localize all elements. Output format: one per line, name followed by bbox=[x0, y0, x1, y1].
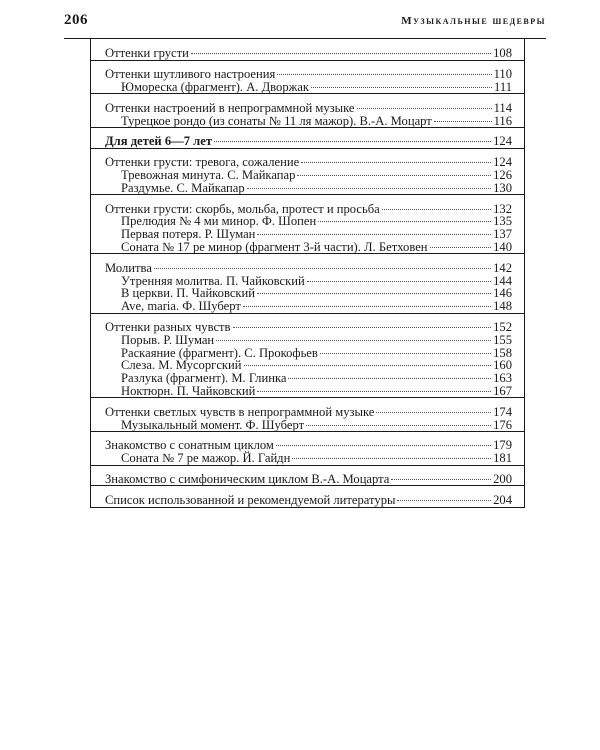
toc-entry-title: Оттенки грусти: скорбь, мольба, протест и просьба bbox=[105, 202, 380, 216]
toc-entry-page: 108 bbox=[493, 46, 512, 60]
toc-entry[interactable] bbox=[121, 180, 512, 196]
toc-entry-title: Оттенки грусти bbox=[105, 46, 189, 60]
toc-leader-dots bbox=[257, 391, 491, 392]
toc-leader-dots bbox=[307, 281, 491, 282]
toc-leader-dots bbox=[276, 445, 491, 446]
toc-entry-title: Разлука (фрагмент). М. Глинка bbox=[121, 371, 287, 385]
toc-entry-title: Оттенки грусти: тревога, сожаление bbox=[105, 155, 300, 169]
toc-leader-dots bbox=[233, 327, 492, 328]
toc-entry-title: Знакомство с сонатным циклом bbox=[105, 438, 274, 452]
toc-leader-dots bbox=[257, 234, 491, 235]
toc-entry[interactable] bbox=[105, 492, 512, 508]
toc-entry-page: 148 bbox=[493, 299, 512, 313]
toc-entry-title: Первая потеря. Р. Шуман bbox=[121, 227, 256, 241]
toc-entry-page: 152 bbox=[493, 320, 512, 334]
toc-entry[interactable] bbox=[105, 471, 512, 487]
toc-entry-title: Для детей 6—7 лет bbox=[105, 134, 213, 148]
toc-entry-title: Тревожная минута. С. Майкапар bbox=[121, 168, 296, 182]
toc-entry-page: 158 bbox=[493, 346, 512, 360]
toc-leader-dots bbox=[306, 425, 491, 426]
toc-entry-title: Музыкальный момент. Ф. Шуберт bbox=[121, 418, 305, 432]
toc-entry-title: Турецкое рондо (из сонаты № 11 ля мажор). В.-А. Моцарт bbox=[121, 114, 432, 128]
toc-entry-title: Юмореска (фрагмент). А. Дворжак bbox=[121, 80, 310, 94]
toc-entry-title: Список использованной и рекомендуемой литературы bbox=[105, 493, 396, 507]
toc-entry-title: Соната № 17 ре минор (фрагмент 3-й части). Л. Бетховен bbox=[121, 240, 428, 254]
toc-entry-page: 200 bbox=[493, 472, 512, 486]
toc-entry-page: 163 bbox=[493, 371, 512, 385]
toc-leader-dots bbox=[318, 221, 491, 222]
toc-leader-dots bbox=[311, 87, 492, 88]
toc-leader-dots bbox=[292, 458, 491, 459]
toc-entry-title: Молитва bbox=[105, 261, 152, 275]
toc-leader-dots bbox=[247, 188, 491, 189]
toc-entry-page: 130 bbox=[493, 181, 512, 195]
toc-leader-dots bbox=[320, 353, 491, 354]
toc-leader-dots bbox=[297, 175, 491, 176]
toc-entry-title: Знакомство с симфоническим циклом В.-А. Моцарта bbox=[105, 472, 390, 486]
toc-entry[interactable] bbox=[121, 298, 512, 314]
toc-entry-page: 144 bbox=[493, 274, 512, 288]
toc-entry-page: 137 bbox=[493, 227, 512, 241]
toc-entry[interactable] bbox=[105, 45, 512, 61]
page-number: 206 bbox=[64, 12, 88, 28]
toc-entry-page: 160 bbox=[493, 358, 512, 372]
toc-entry-title: Ave, maria. Ф. Шуберт bbox=[121, 299, 241, 313]
toc-leader-dots bbox=[288, 378, 491, 379]
toc-entry[interactable] bbox=[105, 133, 512, 149]
toc-leader-dots bbox=[301, 162, 491, 163]
toc-entry-title: Соната № 7 ре мажор. Й. Гайдн bbox=[121, 451, 291, 465]
toc-entry-title: Раскаяние (фрагмент). С. Прокофьев bbox=[121, 346, 318, 360]
toc-entry-page: 114 bbox=[493, 101, 512, 115]
toc-leader-dots bbox=[391, 479, 491, 480]
toc-entry[interactable] bbox=[121, 113, 512, 129]
toc-leader-dots bbox=[257, 293, 491, 294]
toc-leader-dots bbox=[191, 53, 491, 54]
toc-entry[interactable] bbox=[121, 383, 512, 399]
toc-entry-page: 124 bbox=[493, 155, 512, 169]
toc-entry-page: 142 bbox=[493, 261, 512, 275]
toc-leader-dots bbox=[382, 209, 491, 210]
toc-entry-title: Порыв. Р. Шуман bbox=[121, 333, 215, 347]
toc-leader-dots bbox=[154, 268, 491, 269]
toc-entry[interactable] bbox=[121, 239, 512, 255]
toc-entry-title: Оттенки разных чувств bbox=[105, 320, 231, 334]
toc-entry-page: 167 bbox=[493, 384, 512, 398]
toc-entry-page: 146 bbox=[493, 286, 512, 300]
toc-entry-page: 204 bbox=[493, 493, 512, 507]
toc-entry-page: 135 bbox=[493, 214, 512, 228]
page-header bbox=[64, 12, 546, 34]
toc-entry[interactable] bbox=[121, 79, 512, 95]
toc-entry-page: 176 bbox=[493, 418, 512, 432]
toc-entry-title: Оттенки шутливого настроения bbox=[105, 67, 276, 81]
toc-leader-dots bbox=[376, 412, 491, 413]
toc-entry-page: 116 bbox=[493, 114, 512, 128]
toc-entry-title: Оттенки светлых чувств в непрограммной музыке bbox=[105, 405, 375, 419]
toc-entry-page: 110 bbox=[493, 67, 512, 81]
toc-entry-page: 124 bbox=[493, 134, 512, 148]
toc-leader-dots bbox=[244, 365, 492, 366]
toc-leader-dots bbox=[216, 340, 491, 341]
toc-entry-title: Раздумье. С. Майкапар bbox=[121, 181, 245, 195]
toc-leader-dots bbox=[357, 108, 492, 109]
toc-leader-dots bbox=[397, 500, 491, 501]
toc-entry-title: Оттенки настроений в непрограммной музыке bbox=[105, 101, 355, 115]
toc-entry-page: 174 bbox=[493, 405, 512, 419]
toc-entry-page: 179 bbox=[493, 438, 512, 452]
toc-entry-page: 155 bbox=[493, 333, 512, 347]
toc-entry-title: В церкви. П. Чайковский bbox=[121, 286, 256, 300]
toc-entry-page: 111 bbox=[494, 80, 512, 94]
toc-leader-dots bbox=[214, 141, 491, 142]
toc-leader-dots bbox=[277, 74, 491, 75]
toc-leader-dots bbox=[434, 121, 492, 122]
toc-entry[interactable] bbox=[121, 450, 512, 466]
toc-leader-dots bbox=[430, 247, 492, 248]
toc-entry-page: 126 bbox=[493, 168, 512, 182]
toc-entry-page: 181 bbox=[493, 451, 512, 465]
toc-entry[interactable] bbox=[121, 417, 512, 433]
toc-entry-title: Ноктюрн. П. Чайковский bbox=[121, 384, 256, 398]
toc-entry-title: Утренняя молитва. П. Чайковский bbox=[121, 274, 305, 288]
toc-entry-page: 140 bbox=[493, 240, 512, 254]
table-of-contents bbox=[90, 38, 525, 508]
toc-entry-title: Слеза. М. Мусоргский bbox=[121, 358, 242, 372]
running-title: Музыкальные шедевры bbox=[401, 15, 546, 27]
toc-entry-title: Прелюдия № 4 ми минор. Ф. Шопен bbox=[121, 214, 317, 228]
toc-entry-page: 132 bbox=[493, 202, 512, 216]
toc-leader-dots bbox=[243, 306, 491, 307]
